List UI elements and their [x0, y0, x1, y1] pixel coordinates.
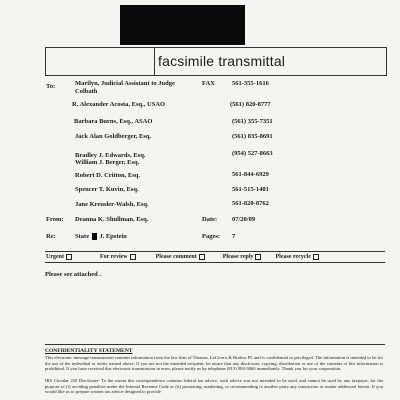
inline-redaction: [92, 233, 97, 240]
attached-note: Please see attached .: [45, 271, 101, 278]
fax-label: FAX: [202, 80, 215, 87]
to-label: To:: [46, 83, 56, 90]
status-row: [45, 251, 385, 263]
comment-checkbox: [199, 254, 205, 260]
title-box-divider: [46, 48, 155, 75]
status-recycle: [275, 254, 318, 260]
date-label: Date:: [202, 216, 218, 223]
review-checkbox: [130, 254, 136, 260]
title-box: [45, 47, 387, 76]
status-urgent: [46, 254, 72, 260]
sender-name: Deanna K. Shullman, Esq.: [75, 216, 149, 223]
re-label: Re:: [46, 233, 56, 240]
status-reply-label: Please reply: [222, 254, 254, 260]
irs-disclosure: IRS Circular 230 Disclosure. To the extent this correspondence contains federal tax advice, such advice was not intended to be used, and cannot be used by any taxpayer, for the purpose of (i) avoiding penalties under the Internal Revenue Code or (ii) promoting, marketing, or recommending to another party any transaction or matter addressed herein. If you would like us to prepare written tax advice designed to provide: [45, 378, 383, 395]
redaction-block: [120, 5, 245, 45]
status-review: [100, 254, 136, 260]
reply-checkbox: [255, 254, 261, 260]
urgent-checkbox: [66, 254, 72, 260]
recipient-name: Robert D. Critton, Esq.: [75, 172, 140, 179]
date-value: 07/20/09: [232, 216, 256, 223]
recipient-name: Jane Kreusler-Walsh, Esq.: [75, 201, 149, 208]
status-recycle-label: Please recycle: [275, 254, 311, 260]
recipient-name: Barbara Burns, Esq., ASAO: [74, 118, 153, 125]
confidentiality-title: CONFIDENTIALITY STATEMENT: [45, 348, 133, 354]
pages-value: 7: [232, 233, 236, 240]
pages-label: Pages:: [202, 233, 221, 240]
status-comment: [156, 254, 205, 260]
status-reply: [223, 254, 262, 260]
status-comment-label: Please comment: [155, 254, 197, 260]
recipient-fax: (561) 820-8777: [230, 101, 271, 108]
re-suffix: J. Epstein: [99, 233, 127, 240]
recipient-fax: 561-844-6929: [232, 171, 269, 178]
page-title: facsimile transmittal: [158, 53, 286, 69]
recipient-name-cont: William J. Berger, Esq.: [75, 159, 140, 166]
recipient-fax: 561-820-8762: [232, 200, 269, 207]
recipient-fax: (561) 355-7351: [232, 118, 273, 125]
re-value: [75, 233, 127, 240]
status-review-label: For review: [100, 254, 128, 260]
recipient-name: Bradley J. Edwards, Esq.: [75, 152, 146, 159]
recycle-checkbox: [313, 254, 319, 260]
recipient-fax: (561) 835-8691: [232, 133, 273, 140]
recipient-fax: 561-355-1616: [232, 80, 269, 87]
recipient-name: R. Alexander Acosta, Esq., USAO: [72, 101, 166, 108]
confidentiality-body: This electronic message transmission contains information from the law firm of Thomas, LoCicero & Bralow PL and is confidential or privileged. The information is intended to be for the use of the individual or entity named above. If you are not the intended recipient, be aware that any disclosure, copying, distribution or use of the contents of this information is prohibited. If you have received this electronic transmission in error, please notify us by telephone (813) 984-3060 immediately. Thank you for your cooperation.: [45, 355, 383, 372]
recipient-name: Marilyn, Judicial Assistant to Judge: [75, 80, 175, 87]
re-prefix: State: [75, 233, 90, 240]
recipient-name: Spencer T. Kuvin, Esq.: [75, 186, 139, 193]
confidentiality-divider: [45, 344, 385, 345]
status-urgent-label: Urgent: [46, 254, 64, 260]
recipient-name-cont: Colbath: [75, 88, 98, 95]
from-label: From:: [46, 216, 64, 223]
recipient-fax: 561-515-1401: [232, 186, 269, 193]
recipient-name: Jack Alan Goldberger, Esq.: [75, 133, 152, 140]
recipient-fax: (954) 527-8663: [232, 150, 273, 157]
